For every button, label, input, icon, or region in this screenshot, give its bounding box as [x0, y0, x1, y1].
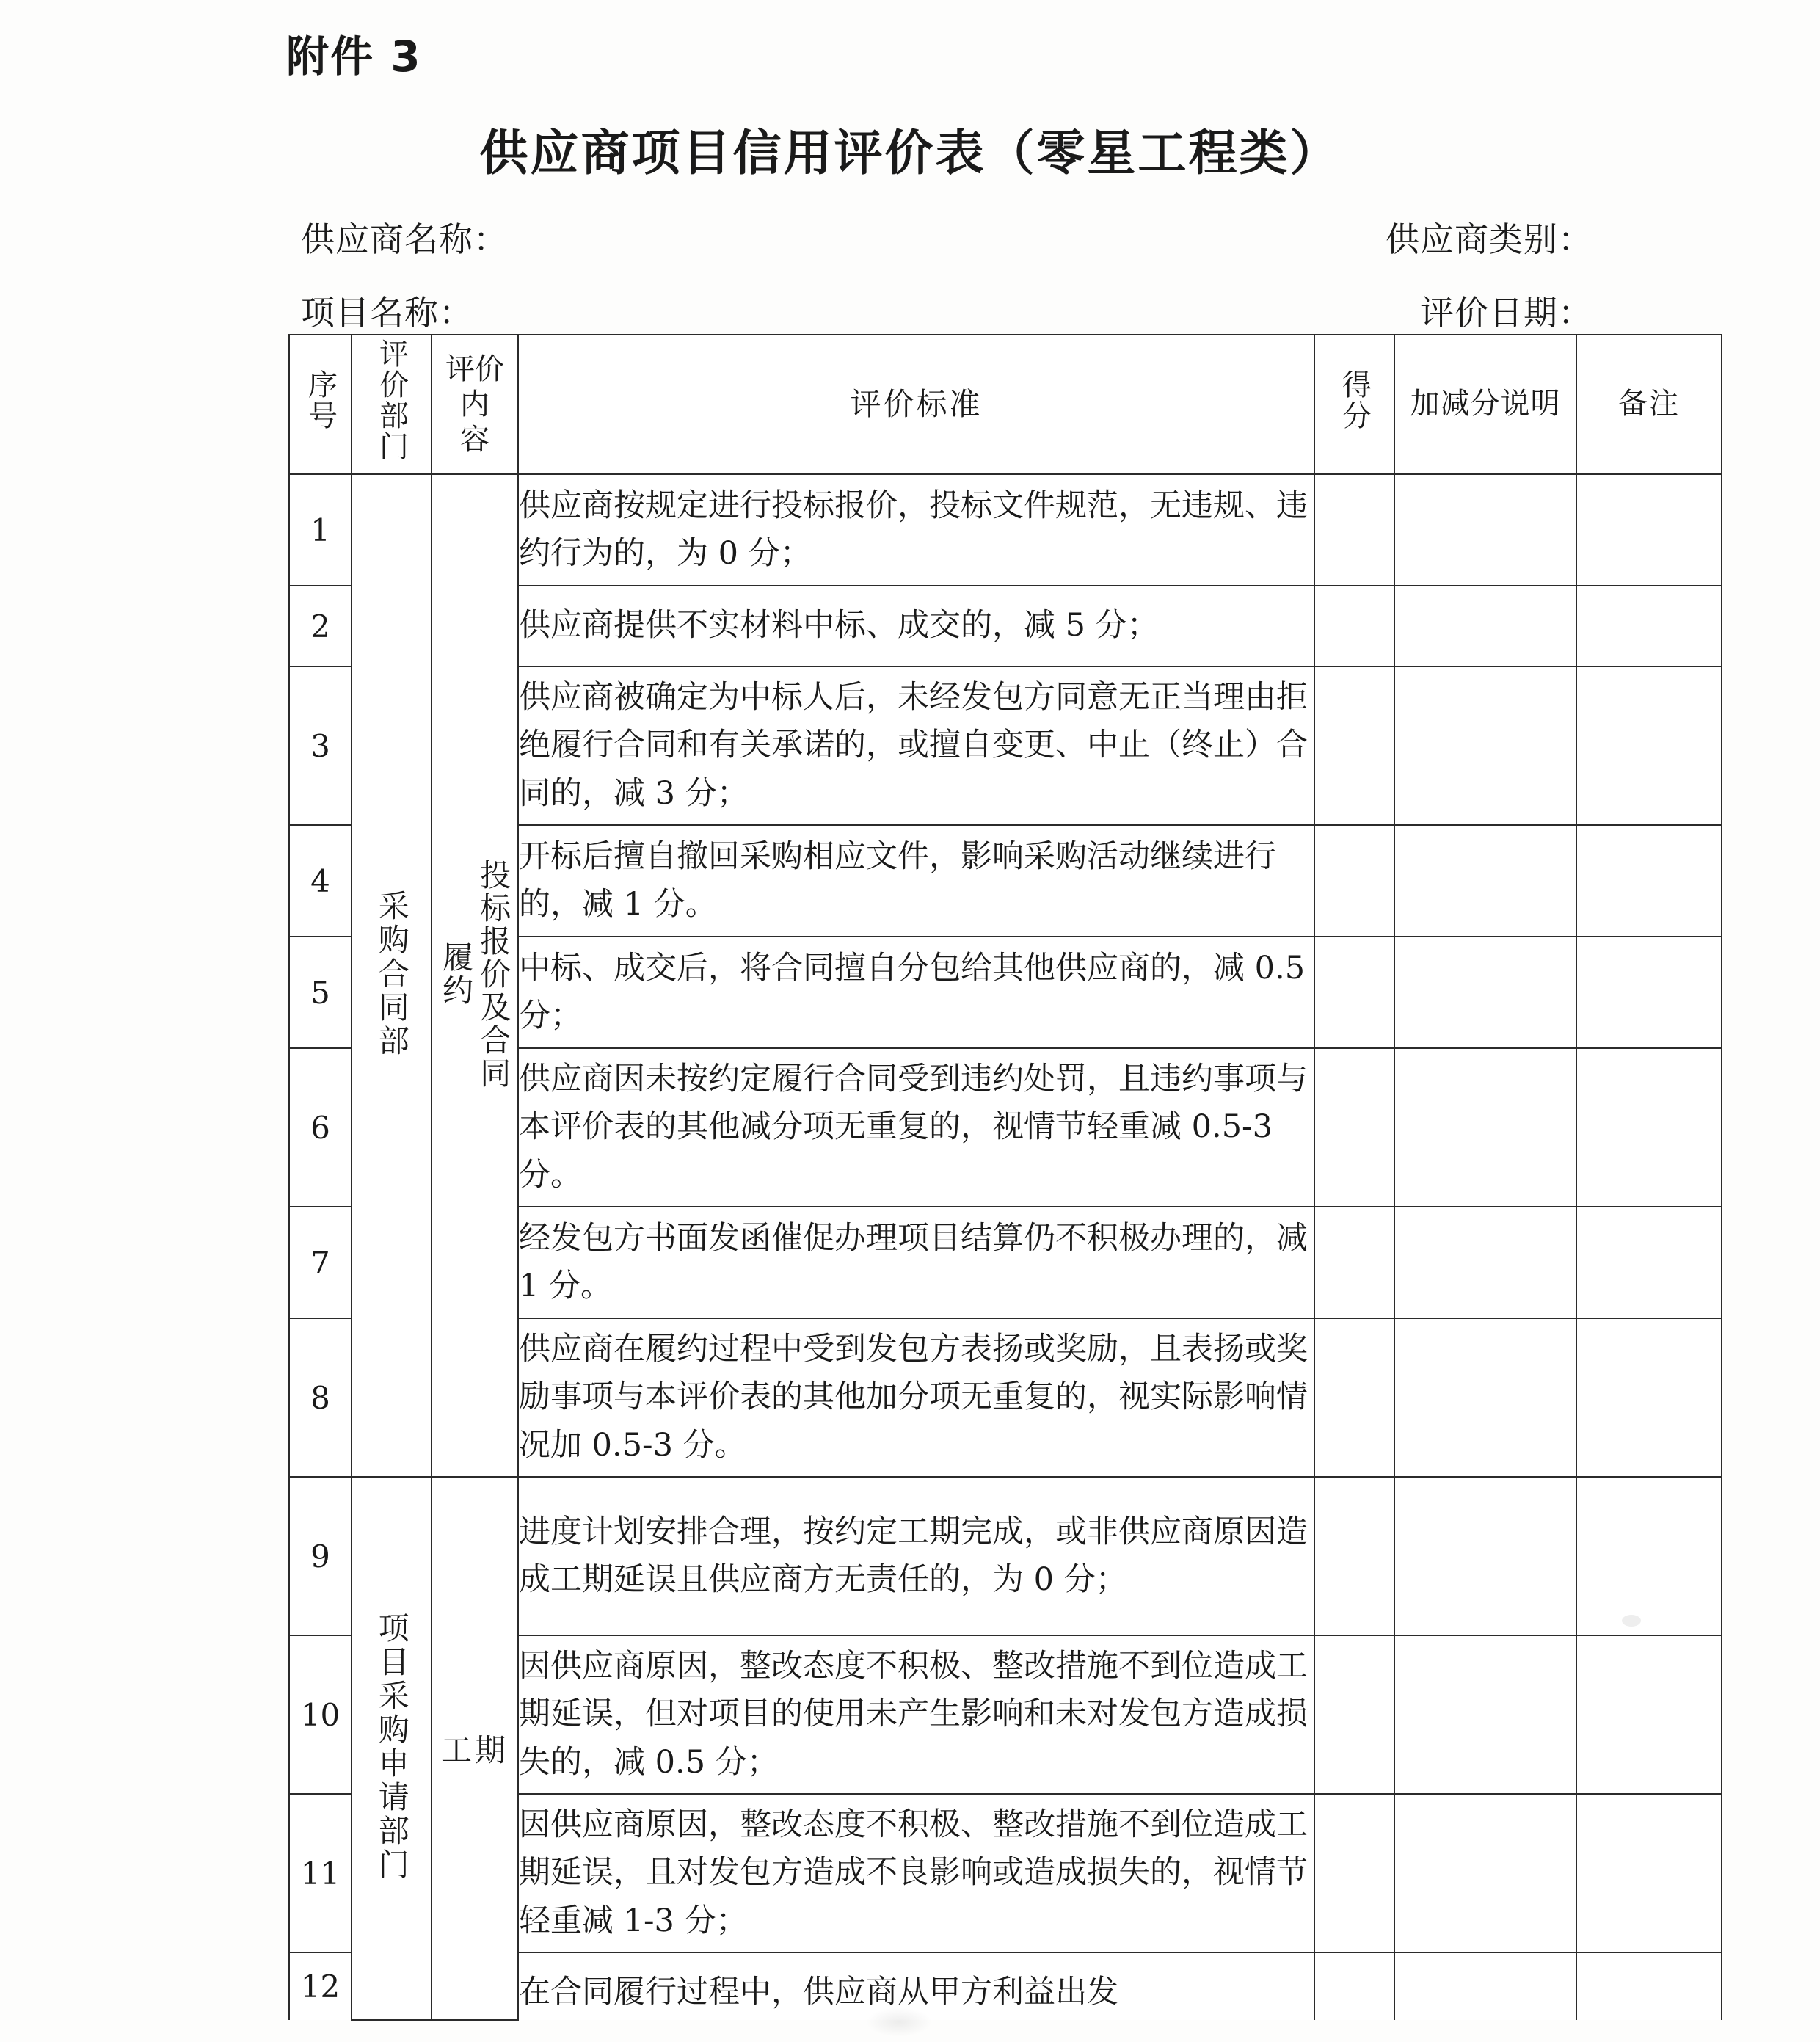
row-remark-cell[interactable] — [1576, 474, 1722, 586]
row-adjust-note-cell[interactable] — [1394, 474, 1576, 586]
row-remark-cell[interactable] — [1576, 937, 1722, 1048]
attachment-label: 附件 3 — [286, 32, 422, 81]
row-adjust-note-cell[interactable] — [1394, 1952, 1576, 2020]
group-department-text: 项目采购申请部门 — [374, 1612, 410, 1882]
evaluation-date-label: 评价日期： — [1420, 293, 1592, 333]
row-no: 12 — [289, 1952, 352, 2020]
row-remark-cell[interactable] — [1576, 1477, 1722, 1635]
row-criteria: 在合同履行过程中，供应商从甲方利益出发 — [518, 1952, 1314, 2020]
row-no: 6 — [289, 1048, 352, 1207]
col-header-remark: 备注 — [1576, 335, 1722, 474]
row-no: 5 — [289, 937, 352, 1048]
row-score-cell[interactable] — [1314, 1477, 1394, 1635]
scan-artifact — [866, 2008, 932, 2037]
group-content-text: 投标报价及合同履约 — [438, 858, 512, 1090]
evaluation-table — [288, 334, 1722, 2021]
col-header-content-line1: 评价内 — [445, 352, 504, 421]
col-header-department — [352, 335, 432, 474]
col-header-no-text: 序号 — [303, 369, 338, 432]
col-header-score-text: 得分 — [1337, 369, 1372, 432]
evaluation-table-wrapper — [288, 334, 1721, 2021]
row-no: 3 — [289, 666, 352, 825]
row-adjust-note-cell[interactable] — [1394, 1635, 1576, 1794]
row-criteria: 进度计划安排合理，按约定工期完成，或非供应商原因造成工期延误且供应商方无责任的，为 0 分； — [518, 1477, 1314, 1635]
row-no: 7 — [289, 1207, 352, 1318]
scan-speck — [1622, 1615, 1641, 1627]
row-criteria: 因供应商原因，整改态度不积极、整改措施不到位造成工期延误，但对项目的使用未产生影响和未对发包方造成损失的，减 0.5 分； — [518, 1635, 1314, 1794]
group-department-text: 采购合同部 — [374, 890, 410, 1058]
row-adjust-note-cell[interactable] — [1394, 1477, 1576, 1635]
row-score-cell[interactable] — [1314, 1048, 1394, 1207]
row-adjust-note-cell[interactable] — [1394, 1318, 1576, 1477]
row-criteria: 开标后擅自撤回采购相应文件，影响采购活动继续进行的，减 1 分。 — [518, 825, 1314, 937]
col-header-content-line2: 容 — [460, 423, 489, 457]
row-adjust-note-cell[interactable] — [1394, 825, 1576, 937]
row-score-cell[interactable] — [1314, 1318, 1394, 1477]
col-header-criteria: 评价标准 — [518, 335, 1314, 474]
meta-row-project — [301, 286, 1721, 335]
row-adjust-note-cell[interactable] — [1394, 1048, 1576, 1207]
row-score-cell[interactable] — [1314, 1207, 1394, 1318]
row-adjust-note-cell[interactable] — [1394, 1207, 1576, 1318]
row-no: 8 — [289, 1318, 352, 1477]
row-no: 9 — [289, 1477, 352, 1635]
row-score-cell[interactable] — [1314, 937, 1394, 1048]
row-remark-cell[interactable] — [1576, 666, 1722, 825]
col-header-no — [289, 335, 352, 474]
row-score-cell[interactable] — [1314, 666, 1394, 825]
col-header-adjust-note: 加减分说明 — [1394, 335, 1576, 474]
group-content-cell — [432, 474, 518, 1477]
table-header — [289, 335, 1722, 474]
row-remark-cell[interactable] — [1576, 1207, 1722, 1318]
row-score-cell[interactable] — [1314, 586, 1394, 666]
row-remark-cell[interactable] — [1576, 1635, 1722, 1794]
project-name-label: 项目名称： — [301, 293, 473, 333]
group-department-cell — [352, 474, 432, 1477]
group-department-cell — [352, 1477, 432, 2020]
row-criteria: 供应商因未按约定履行合同受到违约处罚，且违约事项与本评价表的其他减分项无重复的，视情节轻重减 0.5-3 分。 — [518, 1048, 1314, 1207]
row-no: 4 — [289, 825, 352, 937]
row-adjust-note-cell[interactable] — [1394, 666, 1576, 825]
row-criteria: 供应商提供不实材料中标、成交的，减 5 分； — [518, 586, 1314, 666]
row-remark-cell[interactable] — [1576, 1318, 1722, 1477]
row-adjust-note-cell[interactable] — [1394, 1794, 1576, 1952]
row-adjust-note-cell[interactable] — [1394, 586, 1576, 666]
row-criteria: 中标、成交后，将合同擅自分包给其他供应商的，减 0.5 分； — [518, 937, 1314, 1048]
row-remark-cell[interactable] — [1576, 825, 1722, 937]
row-no: 11 — [289, 1794, 352, 1952]
table-row — [289, 1477, 1722, 1635]
table-header-row — [289, 335, 1722, 474]
meta-row-supplier — [301, 213, 1721, 261]
row-criteria: 供应商按规定进行投标报价，投标文件规范，无违规、违约行为的，为 0 分； — [518, 474, 1314, 586]
row-remark-cell[interactable] — [1576, 1794, 1722, 1952]
row-score-cell[interactable] — [1314, 1952, 1394, 2020]
row-criteria: 经发包方书面发函催促办理项目结算仍不积极办理的，减 1 分。 — [518, 1207, 1314, 1318]
row-score-cell[interactable] — [1314, 825, 1394, 937]
row-remark-cell[interactable] — [1576, 586, 1722, 666]
row-score-cell[interactable] — [1314, 1635, 1394, 1794]
col-header-score — [1314, 335, 1394, 474]
row-adjust-note-cell[interactable] — [1394, 937, 1576, 1048]
row-criteria: 因供应商原因，整改态度不积极、整改措施不到位造成工期延误，且对发包方造成不良影响或造成损失的，视情节轻重减 1-3 分； — [518, 1794, 1314, 1952]
col-header-department-text: 评价部门 — [374, 338, 409, 462]
row-no: 1 — [289, 474, 352, 586]
row-score-cell[interactable] — [1314, 1794, 1394, 1952]
row-score-cell[interactable] — [1314, 474, 1394, 586]
row-no: 2 — [289, 586, 352, 666]
col-header-content — [432, 335, 518, 474]
row-remark-cell[interactable] — [1576, 1952, 1722, 2020]
row-no: 10 — [289, 1635, 352, 1794]
row-remark-cell[interactable] — [1576, 1048, 1722, 1207]
page-title: 供应商项目信用评价表（零星工程类） — [479, 124, 1341, 181]
row-criteria: 供应商被确定为中标人后，未经发包方同意无正当理由拒绝履行合同和有关承诺的，或擅自变更、中止（终止）合同的，减 3 分； — [518, 666, 1314, 825]
supplier-category-label: 供应商类别： — [1386, 219, 1592, 259]
table-body — [289, 474, 1722, 2020]
group-content-text: 工期 — [440, 1732, 509, 1768]
row-criteria: 供应商在履约过程中受到发包方表扬或奖励，且表扬或奖励事项与本评价表的其他加分项无重复的，视实际影响情况加 0.5-3 分。 — [518, 1318, 1314, 1477]
supplier-name-label: 供应商名称： — [301, 219, 508, 259]
group-content-cell — [432, 1477, 518, 2020]
table-row — [289, 474, 1722, 586]
